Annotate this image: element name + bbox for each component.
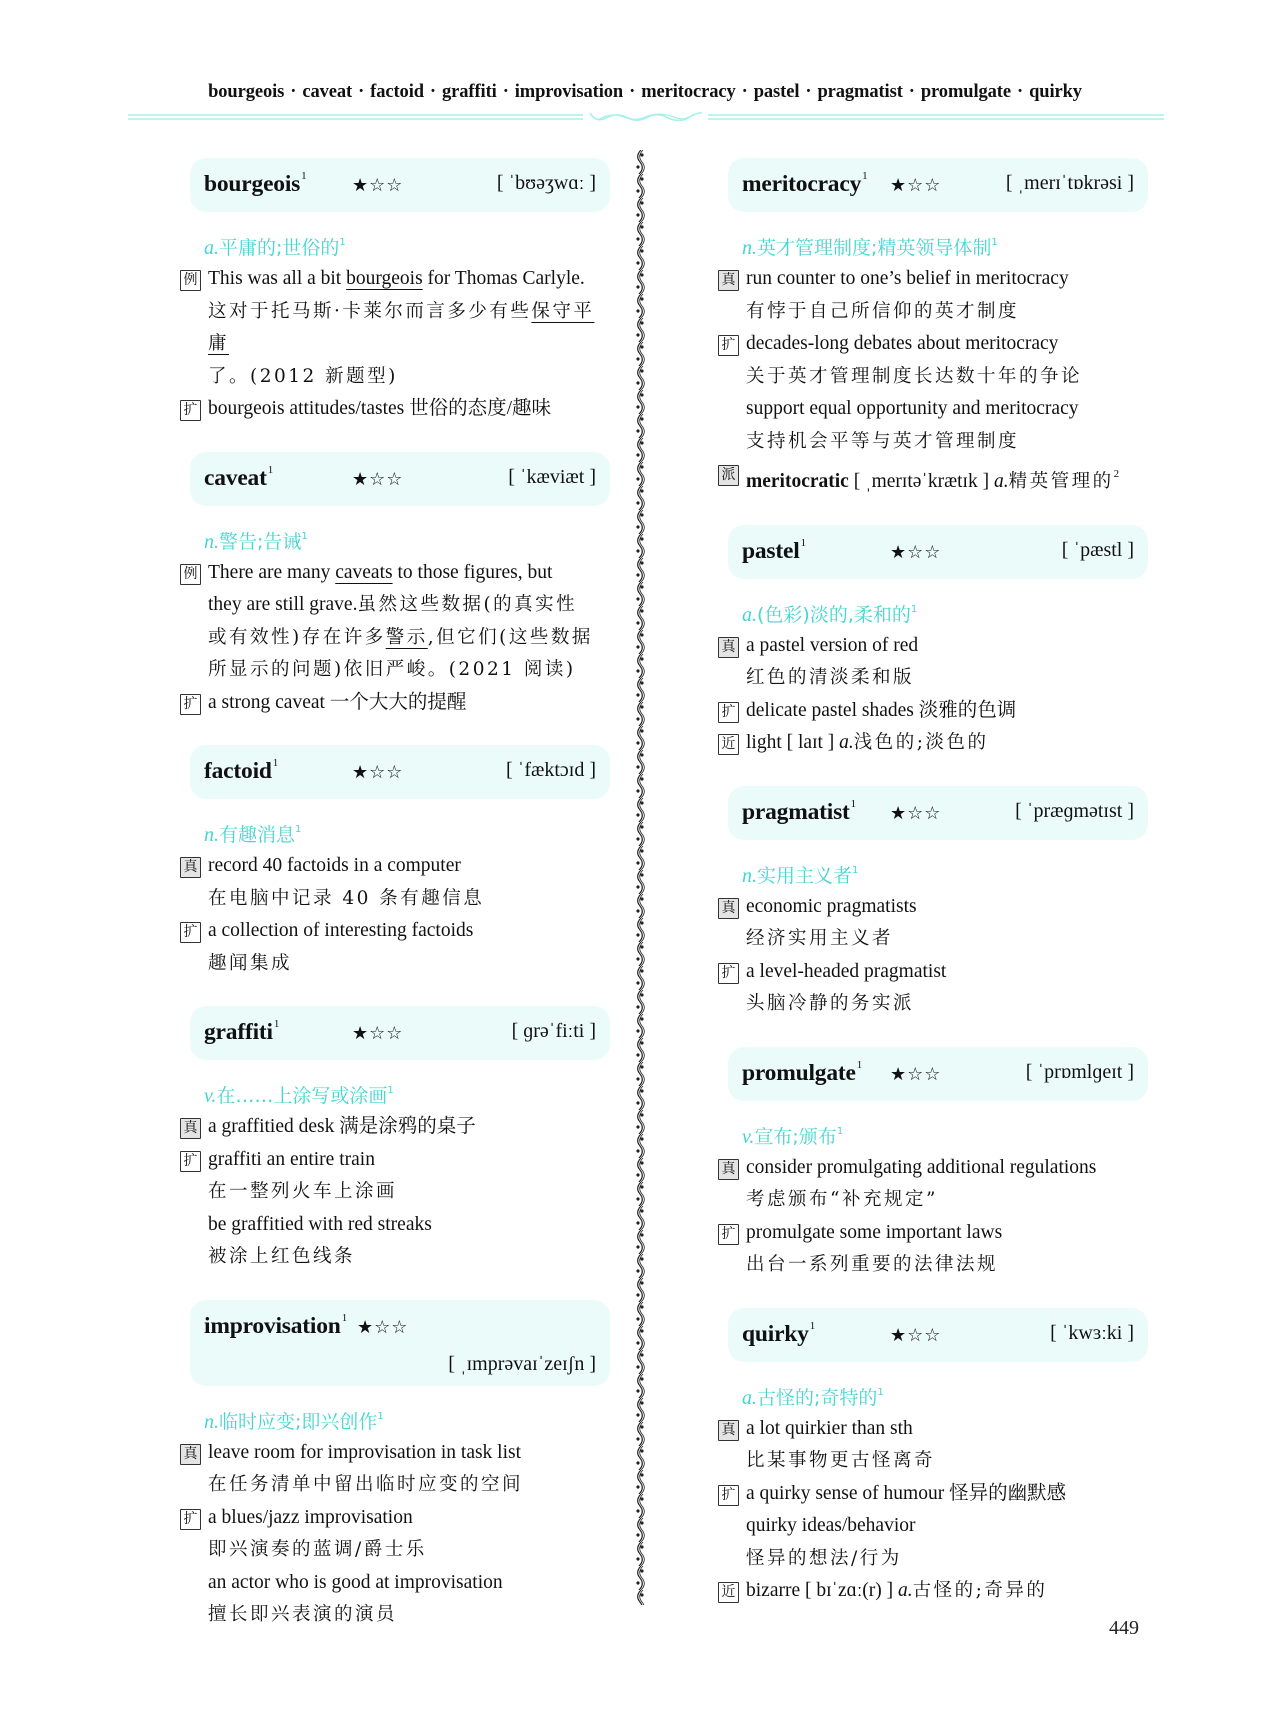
frequency-stars-icon: ★☆☆ bbox=[352, 175, 404, 196]
exam-tag-icon: 真 bbox=[718, 1420, 739, 1441]
headword: pastel$^1$ bbox=[742, 536, 806, 564]
headword-box bbox=[728, 786, 1148, 840]
extension-block: 扩 delicate pastel shades 淡雅的色调 bbox=[718, 695, 1148, 728]
definition: n.实用主义者$^1$ bbox=[742, 864, 859, 887]
running-head: bourgeois · caveat · factoid · graffiti · improvisation · meritocracy · pastel · pragmatist · promulgate · quirky bbox=[208, 82, 1082, 102]
frequency-stars-icon: ★☆☆ bbox=[890, 541, 942, 563]
exam-tag-icon: 真 bbox=[180, 857, 201, 878]
running-head-word: factoid bbox=[370, 82, 424, 102]
extension-block: 扩 graffiti an entire train 在一整列火车上涂画 be graffitied with red streaks 被涂上红色线条 bbox=[180, 1144, 610, 1274]
entry-pastel bbox=[718, 525, 1148, 760]
phonetic: [ ˌmerɪˈtɒkrəsi ] bbox=[1005, 172, 1134, 194]
definition: n.有趣消息$^1$ bbox=[204, 824, 302, 846]
headword-box bbox=[728, 1308, 1148, 1362]
right-column bbox=[718, 158, 1148, 1634]
synonym-block: 近 light [ laɪt ] a.浅色的;淡色的 bbox=[718, 727, 1148, 760]
synonym-tag-icon: 近 bbox=[718, 734, 739, 755]
synonym-tag-icon: 近 bbox=[718, 1582, 739, 1603]
headword: pragmatist$^1$ bbox=[742, 797, 856, 825]
headword: bourgeois$^1$ bbox=[204, 170, 307, 197]
extension-block: 扩 a quirky sense of humour 怪异的幽默感 quirky ideas/behavior 怪异的想法/行为 bbox=[718, 1478, 1148, 1576]
headword: improvisation$^1$ bbox=[204, 1311, 347, 1339]
extension-tag-icon: 扩 bbox=[180, 400, 201, 421]
definition: n.临时应变;即兴创作$^1$ bbox=[204, 1410, 384, 1433]
phonetic: [ ˈkwɜːki ] bbox=[1050, 1321, 1134, 1344]
entry-quirky bbox=[718, 1308, 1148, 1608]
exam-example-block: 真 leave room for improvisation in task list 在任务清单中留出临时应变的空间 bbox=[180, 1437, 610, 1502]
synonym-block: 近 bizarre [ bɪˈzɑː(r) ] a.古怪的;奇异的 bbox=[718, 1575, 1148, 1608]
extension-tag-icon: 扩 bbox=[180, 1509, 201, 1530]
running-head-word: promulgate bbox=[920, 82, 1011, 102]
frequency-stars-icon: ★☆☆ bbox=[352, 468, 404, 490]
definition: n.警告;告诫$^1$ bbox=[204, 530, 308, 553]
extension-block: 扩 bourgeois attitudes/tastes 世俗的态度/趣味 bbox=[180, 393, 610, 426]
running-head-word: bourgeois bbox=[208, 82, 285, 102]
headword: caveat$^1$ bbox=[204, 463, 274, 491]
headword-box bbox=[190, 158, 610, 212]
exam-tag-icon: 真 bbox=[180, 1444, 201, 1465]
exam-tag-icon: 真 bbox=[718, 898, 739, 919]
running-head-word: improvisation bbox=[514, 82, 624, 102]
example-block: 例 There are many caveats to those figures, but they are still grave.虽然这些数据(的真实性 或有效性)存在许多警示,但它们(这些数据 所显示的问题)依旧严峻。(2021 阅读) bbox=[180, 557, 610, 687]
extension-block: 扩 a blues/jazz improvisation 即兴演奏的蓝调/爵士乐 an actor who is good at improvisation 擅长即兴表演的演员 bbox=[180, 1502, 610, 1632]
example-tag-icon: 例 bbox=[180, 270, 201, 291]
extension-block: 扩 promulgate some important laws 出台一系列重要的法律法规 bbox=[718, 1217, 1148, 1282]
extension-block: 扩 a level-headed pragmatist 头脑冷静的务实派 bbox=[718, 956, 1148, 1021]
exam-tag-icon: 真 bbox=[180, 1118, 201, 1139]
header-ornament-rule bbox=[128, 112, 1164, 122]
running-head-word: pragmatist bbox=[817, 82, 903, 102]
phonetic: [ ˈpæstl ] bbox=[1061, 538, 1134, 561]
extension-tag-icon: 扩 bbox=[718, 1224, 739, 1245]
entry-caveat bbox=[180, 452, 610, 720]
phonetic: [ ˈprɒmlɡeɪt ] bbox=[1025, 1060, 1134, 1083]
frequency-stars-icon: ★☆☆ bbox=[890, 1063, 942, 1085]
phonetic: [ ˌɪmprəvaɪˈzeɪʃn ] bbox=[448, 1352, 596, 1375]
headword: graffiti$^1$ bbox=[204, 1018, 280, 1045]
running-head-word: quirky bbox=[1029, 82, 1082, 102]
extension-block: 扩 decades-long debates about meritocracy 关于英才管理制度长达数十年的争论 support equal opportunity and meritocracy 支持机会平等与英才管理制度 bbox=[718, 328, 1148, 458]
frequency-stars-icon: ★☆☆ bbox=[890, 1324, 942, 1346]
exam-example-block: 真 a pastel version of red 红色的清淡柔和版 bbox=[718, 630, 1148, 695]
entry-meritocracy bbox=[718, 158, 1148, 499]
extension-tag-icon: 扩 bbox=[180, 922, 201, 943]
running-head-word: meritocracy bbox=[641, 82, 736, 102]
extension-block: 扩 a strong caveat 一个大大的提醒 bbox=[180, 687, 610, 720]
exam-example-block: 真 record 40 factoids in a computer 在电脑中记录 40 条有趣信息 bbox=[180, 850, 610, 915]
derivative-tag-icon: 派 bbox=[718, 465, 739, 486]
derivative-block: 派 meritocratic [ ˌmerɪtəˈkrætɪk ] a.精英管理的$^2$ bbox=[718, 458, 1148, 499]
example-tag-icon: 例 bbox=[180, 564, 201, 585]
page-number: 449 bbox=[1109, 1617, 1139, 1639]
extension-block: 扩 a collection of interesting factoids 趣闻集成 bbox=[180, 915, 610, 980]
exam-tag-icon: 真 bbox=[718, 1159, 739, 1180]
running-head-word: caveat bbox=[302, 82, 353, 102]
definition: a.(色彩)淡的,柔和的$^1$ bbox=[742, 603, 918, 626]
headword-box bbox=[728, 525, 1148, 579]
phonetic: [ ˈpræɡmətɪst ] bbox=[1015, 799, 1134, 822]
phonetic: [ ˈbʊəʒwɑː ] bbox=[496, 172, 596, 194]
headword-box bbox=[190, 1300, 610, 1386]
exam-example-block: 真 a lot quirkier than sth 比某事物更古怪离奇 bbox=[718, 1413, 1148, 1478]
frequency-stars-icon: ★☆☆ bbox=[890, 175, 942, 196]
headword: quirky$^1$ bbox=[742, 1319, 816, 1347]
column-divider-ornament bbox=[633, 150, 647, 1605]
headword: factoid$^1$ bbox=[204, 757, 279, 784]
exam-example-block: 真 a graffitied desk 满是涂鸦的桌子 bbox=[180, 1111, 610, 1144]
phonetic: [ ˈfæktɔɪd ] bbox=[506, 759, 596, 781]
running-head-word: graffiti bbox=[442, 82, 497, 102]
headword: promulgate$^1$ bbox=[742, 1058, 863, 1086]
entry-bourgeois bbox=[180, 158, 610, 426]
extension-tag-icon: 扩 bbox=[718, 963, 739, 984]
frequency-stars-icon: ★☆☆ bbox=[352, 1023, 404, 1044]
entry-factoid bbox=[180, 745, 610, 980]
headword-box bbox=[190, 745, 610, 799]
left-column bbox=[180, 158, 610, 1658]
headword-box bbox=[728, 1047, 1148, 1101]
extension-tag-icon: 扩 bbox=[180, 694, 201, 715]
exam-example-block: 真 consider promulgating additional regulations 考虑颁布“补充规定” bbox=[718, 1152, 1148, 1217]
entry-graffiti bbox=[180, 1006, 610, 1274]
phonetic: [ ɡrəˈfiːti ] bbox=[511, 1020, 596, 1042]
headword: meritocracy$^1$ bbox=[742, 170, 868, 197]
exam-tag-icon: 真 bbox=[718, 270, 739, 291]
frequency-stars-icon: ★☆☆ bbox=[890, 802, 942, 824]
frequency-stars-icon: ★☆☆ bbox=[352, 762, 404, 783]
frequency-stars-icon: ★☆☆ bbox=[357, 1316, 409, 1338]
extension-tag-icon: 扩 bbox=[180, 1151, 201, 1172]
definition: v.宣布;颁布$^1$ bbox=[742, 1125, 844, 1148]
definition: a.古怪的;奇特的$^1$ bbox=[742, 1386, 884, 1409]
definition: v.在……上涂写或涂画$^1$ bbox=[204, 1085, 394, 1107]
definition: a.平庸的;世俗的$^1$ bbox=[204, 237, 346, 259]
headword-box bbox=[190, 1006, 610, 1060]
phonetic: [ ˈkæviæt ] bbox=[508, 465, 596, 488]
headword-box bbox=[728, 158, 1148, 212]
exam-example-block: 真 economic pragmatists 经济实用主义者 bbox=[718, 891, 1148, 956]
headword-box bbox=[190, 452, 610, 506]
entry-promulgate bbox=[718, 1047, 1148, 1282]
extension-tag-icon: 扩 bbox=[718, 1485, 739, 1506]
exam-tag-icon: 真 bbox=[718, 637, 739, 658]
example-block: 例 This was all a bit bourgeois for Thomas Carlyle. 这对于托马斯·卡莱尔而言多少有些保守平庸 了。(2012 新题型) bbox=[180, 263, 610, 393]
running-head-word: pastel bbox=[753, 82, 800, 102]
entry-pragmatist bbox=[718, 786, 1148, 1021]
entry-improvisation bbox=[180, 1300, 610, 1632]
extension-tag-icon: 扩 bbox=[718, 702, 739, 723]
extension-tag-icon: 扩 bbox=[718, 335, 739, 356]
definition: n.英才管理制度;精英领导体制$^1$ bbox=[742, 237, 998, 259]
exam-example-block: 真 run counter to one’s belief in meritocracy 有悖于自己所信仰的英才制度 bbox=[718, 263, 1148, 328]
